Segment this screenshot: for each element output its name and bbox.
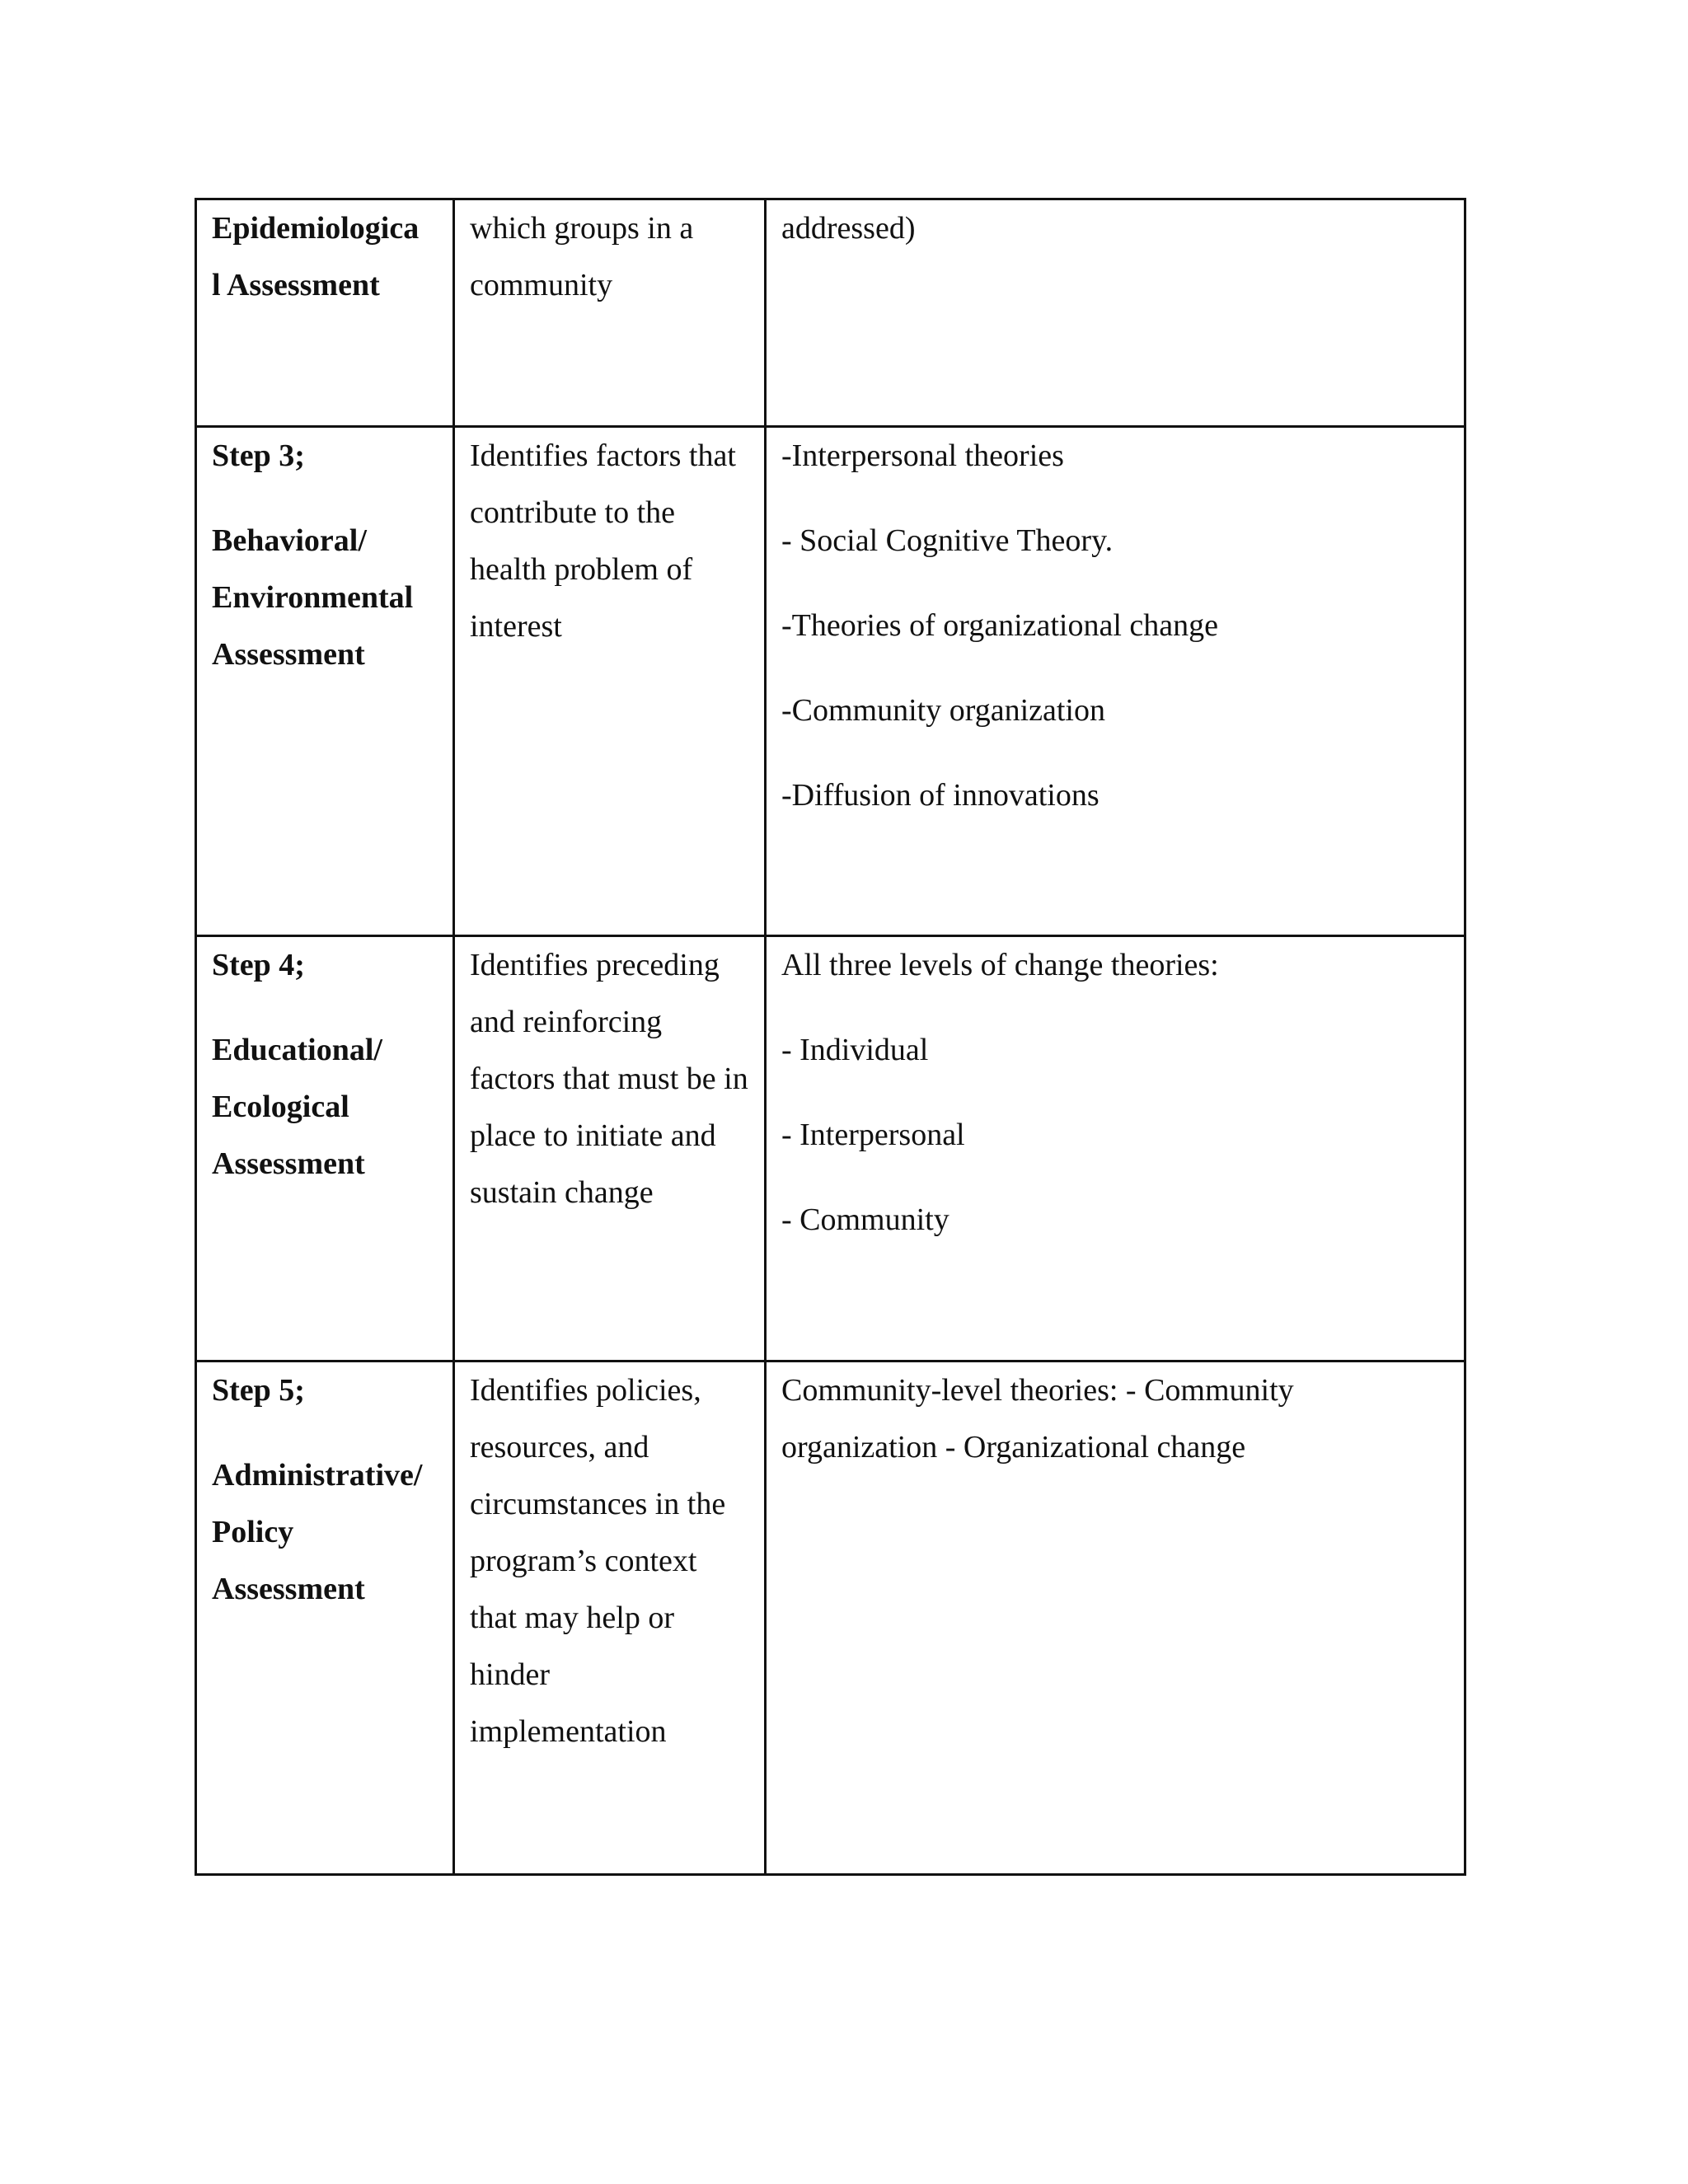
theory-item: -Theories of organizational change	[781, 608, 1219, 643]
stage-line: Environmental	[212, 580, 414, 615]
description-cell	[454, 199, 766, 427]
theories-cell	[766, 936, 1465, 1361]
description-text: Identifies factors that contribute to the health problem of interest	[470, 438, 736, 644]
stage-cell	[196, 1361, 454, 1875]
step-label: Step 4;	[212, 948, 305, 982]
stage-line: Policy	[212, 1515, 294, 1549]
theory-item: addressed)	[781, 211, 916, 246]
description-cell	[454, 936, 766, 1361]
stage-line: Epidemiologica	[212, 211, 420, 246]
theory-item: - Individual	[781, 1033, 929, 1067]
description-text: Identifies preceding and reinforcing factors that must be in place to initiate and sustain change	[470, 948, 748, 1210]
theories-cell	[766, 199, 1465, 427]
theory-item: Community-level theories: - Community organization - Organizational change	[781, 1373, 1294, 1465]
description-text: which groups in a community	[470, 211, 694, 302]
theory-item: -Diffusion of innovations	[781, 778, 1100, 813]
step-label: Step 5;	[212, 1373, 305, 1408]
stage-cell	[196, 427, 454, 936]
table-row	[196, 1361, 1465, 1875]
theories-cell	[766, 1361, 1465, 1875]
table-row	[196, 936, 1465, 1361]
stage-line: Educational/	[212, 1033, 382, 1067]
stage-cell	[196, 199, 454, 427]
stage-line: Assessment	[212, 637, 365, 672]
stage-cell	[196, 936, 454, 1361]
theory-item: All three levels of change theories:	[781, 948, 1219, 982]
theory-item: -Community organization	[781, 693, 1105, 728]
description-cell	[454, 427, 766, 936]
step-label: Step 3;	[212, 438, 305, 473]
theory-item: - Community	[781, 1202, 950, 1237]
stage-line: l Assessment	[212, 268, 380, 302]
theory-item: - Interpersonal	[781, 1118, 965, 1152]
description-cell	[454, 1361, 766, 1875]
theory-item: -Interpersonal theories	[781, 438, 1064, 473]
stage-line: Assessment	[212, 1572, 365, 1606]
stage-line: Administrative/	[212, 1458, 423, 1493]
stage-line: Behavioral/	[212, 523, 367, 558]
planning-table	[195, 198, 1466, 1876]
stage-line: Assessment	[212, 1146, 365, 1181]
table-row	[196, 427, 1465, 936]
theory-item: - Social Cognitive Theory.	[781, 523, 1114, 558]
table-row	[196, 199, 1465, 427]
stage-line: Ecological	[212, 1090, 349, 1124]
theories-cell	[766, 427, 1465, 936]
description-text: Identifies policies, resources, and circumstances in the program’s context that may help or hinder implementation	[470, 1373, 726, 1749]
